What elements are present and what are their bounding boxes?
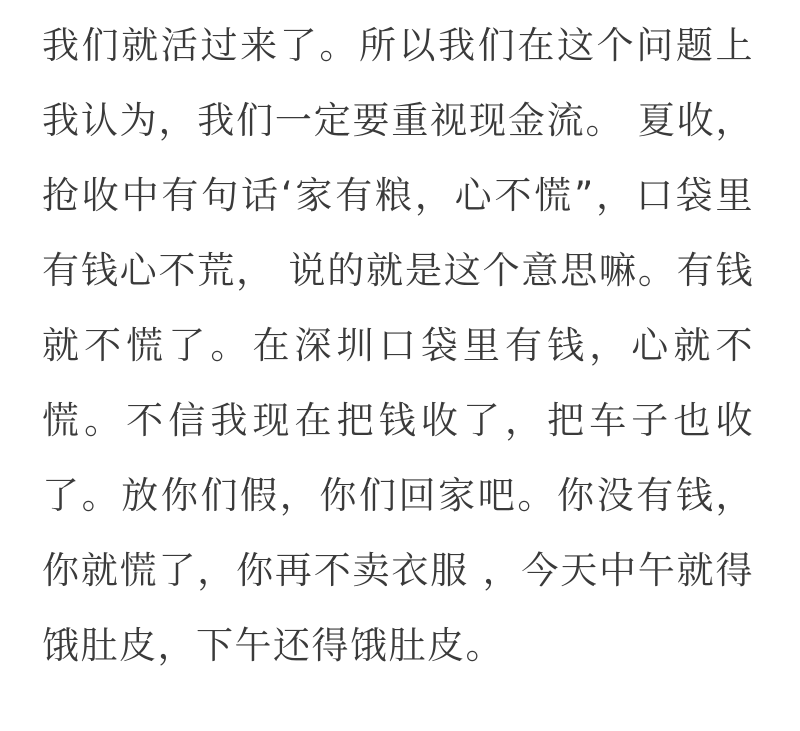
article-paragraph: 我们就活过来了。所以我们在这个问题上我认为，我们一定要重视现金流。 夏收，抢收中有句话‘家有粮，心不慌”，口袋里有钱心不荒， 说的就是这个意思嘛。有钱就不慌了。在深圳口袋里有钱，心就不慌。不信我现在把钱收了，把车子也收了。放你们假，你们回家吧。你没有钱，你就慌了，你再不卖衣服 ，今天中午就得饿肚皮，下午还得饿肚皮。 <box>42 24 754 667</box>
